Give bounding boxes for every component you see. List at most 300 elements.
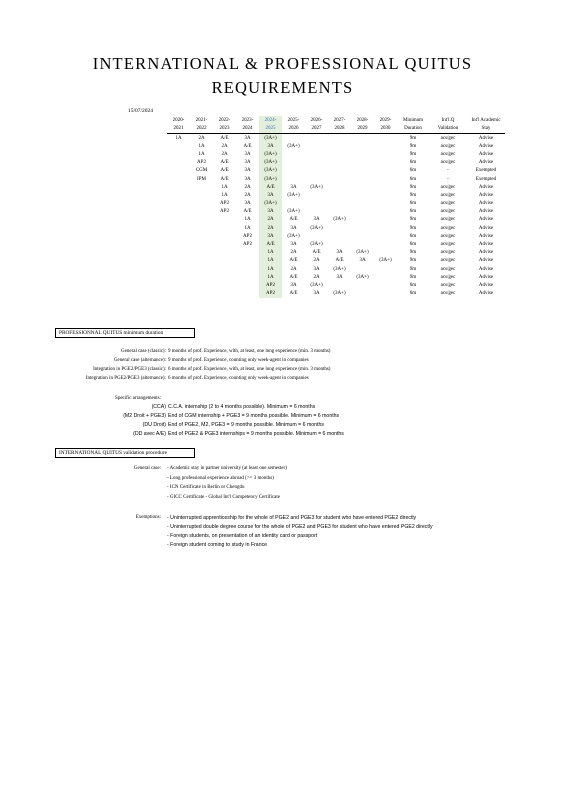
table-cell	[236, 290, 259, 298]
table-row	[167, 159, 505, 167]
table-cell	[190, 257, 213, 265]
table-cell: 3A	[336, 274, 343, 280]
table-cell	[351, 167, 374, 175]
table-cell: 3A	[313, 217, 320, 223]
table-header-cell: Int'l Academic Stay	[467, 116, 505, 134]
table-cell: 1A	[244, 225, 251, 231]
page-title-line-1: INTERNATIONAL & PROFESSIONAL QUITUS	[92, 54, 473, 73]
table-row	[167, 232, 505, 240]
table-cell: 2A	[259, 216, 282, 224]
table-cell	[351, 142, 374, 150]
table-cell: 3A	[244, 151, 251, 157]
table-cell	[190, 216, 213, 224]
table-cell: AP2	[220, 201, 229, 207]
table-cell: 1A	[259, 249, 282, 257]
table-cell: 6m	[409, 160, 417, 166]
table-cell: Advise	[478, 143, 494, 149]
table-row	[167, 167, 505, 175]
table-cell: 3A	[359, 258, 366, 264]
general-case-item: - GICC Certificate - Global Int'l Competency Certificate	[167, 494, 280, 500]
table-cell	[167, 208, 190, 216]
table-cell	[351, 150, 374, 158]
table-cell: acs/gec	[440, 192, 456, 198]
table-cell	[328, 183, 351, 191]
table-cell	[305, 167, 328, 175]
table-cell: CGM	[195, 168, 208, 174]
exemption-item: - Uninterrupted apprenticeship for the whole of PGE2 and PGE3 for student who have entered PGE2 directly	[167, 515, 417, 521]
table-cell	[190, 191, 213, 199]
table-cell	[305, 175, 328, 183]
table-cell: AP2	[243, 233, 252, 239]
table-cell: 3A	[290, 184, 297, 190]
table-cell	[351, 224, 374, 232]
table-cell	[213, 265, 236, 273]
exemption-item: - Foreign student coming to study in France	[167, 542, 268, 548]
table-cell	[351, 290, 374, 298]
quitus-table	[167, 116, 505, 298]
table-header-cell: 2024- 2025	[259, 116, 282, 134]
table-cell: A/E	[289, 258, 298, 264]
table-cell: (3A+)	[259, 175, 282, 183]
table-cell	[167, 142, 190, 150]
table-cell: A/E	[312, 250, 321, 256]
table-cell	[374, 224, 397, 232]
table-cell: acs/gec	[440, 160, 456, 166]
table-cell: AP2	[220, 209, 229, 215]
table-cell: 9m	[409, 225, 417, 231]
table-header-cell: 2020- 2021	[167, 116, 190, 134]
table-cell: AP2	[243, 242, 252, 248]
table-cell	[190, 240, 213, 248]
table-row	[167, 150, 505, 158]
table-cell	[190, 281, 213, 289]
table-cell: 1A	[259, 273, 282, 281]
table-cell: (3A+)	[287, 192, 300, 198]
table-cell: A/E	[243, 209, 252, 215]
table-cell: 6m	[409, 242, 417, 248]
table-cell	[351, 208, 374, 216]
table-cell: acs/gec	[440, 209, 456, 215]
table-cell: 6m	[409, 209, 417, 215]
table-cell: acs/gec	[440, 225, 456, 231]
table-cell	[351, 265, 374, 273]
professional-rule-label: General case (alternance):	[113, 358, 166, 363]
table-cell	[167, 232, 190, 240]
specific-arrangement-text: End of PGE2, M2, PGE3 = 9 months possible. Minimum = 6 months	[168, 422, 324, 428]
table-cell: acs/gec	[440, 135, 456, 141]
professional-rule-label: Integration in PGE2/PGE3 (alternance):	[85, 376, 166, 381]
document-date: 15/07/2024	[128, 108, 154, 114]
table-cell: -	[447, 176, 449, 182]
table-cell: (3A+)	[287, 209, 300, 215]
table-cell: 1A	[175, 135, 182, 141]
table-cell: 2A	[244, 192, 251, 198]
table-cell	[305, 191, 328, 199]
table-cell: 6m	[409, 168, 417, 174]
professional-rule-text: 9 months of prof. Experience, with, at least, one long experience (min. 3 months)	[168, 349, 331, 354]
table-cell	[282, 150, 305, 158]
table-cell	[236, 265, 259, 273]
table-cell: acs/gec	[440, 274, 456, 280]
table-cell	[305, 134, 328, 143]
table-cell: 9m	[409, 143, 417, 149]
table-row	[167, 240, 505, 248]
specific-arrangement-text: C.C.A. internship (2 to 4 months possible). Minimum = 6 months	[168, 404, 316, 410]
table-cell	[190, 200, 213, 208]
table-cell: A/E	[335, 258, 344, 264]
table-cell: Advise	[478, 274, 494, 280]
table-cell	[374, 159, 397, 167]
table-cell	[190, 208, 213, 216]
table-cell	[213, 249, 236, 257]
table-cell: (3A+)	[287, 233, 300, 239]
page-title-line-2: REQUIREMENTS	[211, 78, 354, 97]
table-cell: 3A	[244, 176, 251, 182]
table-cell: acs/gec	[440, 291, 456, 297]
table-cell: 3A	[259, 142, 282, 150]
table-cell: 3A	[244, 168, 251, 174]
table-cell	[328, 240, 351, 248]
table-cell: 3A	[259, 208, 282, 216]
table-cell: 3A	[313, 266, 320, 272]
table-cell: Advise	[478, 217, 494, 223]
table-cell: 3A	[313, 291, 320, 297]
table-cell: 1A	[221, 192, 228, 198]
table-cell	[213, 290, 236, 298]
table-row	[167, 281, 505, 289]
table-row	[167, 249, 505, 257]
table-cell	[328, 224, 351, 232]
specific-arrangement-label: (M2 Droit + PGE3)	[123, 413, 166, 419]
table-cell	[374, 208, 397, 216]
table-cell	[190, 265, 213, 273]
table-cell: (3A+)	[379, 258, 392, 264]
table-cell: 9m	[409, 217, 417, 223]
table-cell	[374, 200, 397, 208]
specific-arrangement-label: (DD avec A/E)	[133, 431, 166, 437]
table-cell	[167, 224, 190, 232]
table-cell: A/E	[220, 135, 229, 141]
table-cell: 6m	[409, 233, 417, 239]
table-cell	[213, 240, 236, 248]
table-cell: 9m	[409, 266, 417, 272]
table-cell	[167, 159, 190, 167]
table-cell: (3A+)	[310, 225, 323, 231]
table-cell	[374, 232, 397, 240]
exemptions-label: Exemptions:	[135, 515, 161, 520]
table-cell	[236, 249, 259, 257]
table-row	[167, 183, 505, 191]
table-cell: A/E	[289, 217, 298, 223]
table-cell	[167, 290, 190, 298]
table-cell: acs/gec	[440, 242, 456, 248]
table-cell	[190, 183, 213, 191]
table-cell: acs/gec	[440, 233, 456, 239]
exemption-item: - Uninterrupted double degree course for the whole of PGE2 and PGE3 for student who have entered PGE2 directly	[167, 524, 433, 530]
table-cell: IPM	[197, 176, 206, 182]
table-cell: (3A+)	[356, 250, 369, 256]
table-cell	[167, 257, 190, 265]
table-cell: (3A+)	[310, 184, 323, 190]
table-cell: AP2	[197, 160, 206, 166]
table-row	[167, 257, 505, 265]
table-cell: 3A	[290, 242, 297, 248]
table-cell	[351, 175, 374, 183]
specific-arrangement-text: End of PGE2 & PGE3 internships = 9 months possible. Minimum = 6 months	[168, 431, 344, 437]
table-cell: acs/gec	[440, 143, 456, 149]
table-header-cell: Int'l.Q Validation	[429, 116, 467, 134]
professional-rule-text: 6 months of prof. Experience, with, at least, one long experience (min. 3 months)	[168, 367, 331, 372]
table-cell	[351, 134, 374, 143]
table-row	[167, 265, 505, 273]
table-cell	[374, 134, 397, 143]
table-cell	[213, 224, 236, 232]
table-cell	[236, 273, 259, 281]
table-cell	[351, 191, 374, 199]
table-cell	[374, 240, 397, 248]
table-cell	[374, 290, 397, 298]
table-cell: Exempted	[475, 176, 497, 182]
table-cell: AP2	[259, 290, 282, 298]
table-cell	[167, 191, 190, 199]
table-cell: Advise	[478, 160, 494, 166]
specific-arrangement-label: (CCA)	[151, 404, 166, 410]
table-cell: Advise	[478, 135, 494, 141]
table-cell: 6m	[409, 176, 417, 182]
table-cell	[351, 240, 374, 248]
table-cell	[328, 175, 351, 183]
table-cell: 3A	[259, 191, 282, 199]
table-cell: Advise	[478, 250, 494, 256]
table-cell: (3A+)	[259, 159, 282, 167]
table-cell	[167, 167, 190, 175]
table-row	[167, 142, 505, 150]
general-case-item: - ICN Certificate in Berlin or Chengdu	[167, 485, 245, 490]
exemption-item: - Foreign students, on presentation of an identity card or passport	[167, 533, 318, 539]
table-cell	[374, 249, 397, 257]
table-cell: -	[447, 168, 449, 174]
table-cell	[282, 159, 305, 167]
table-row	[167, 191, 505, 199]
table-cell	[236, 281, 259, 289]
table-cell	[167, 183, 190, 191]
table-cell: 9m	[409, 250, 417, 256]
table-cell	[328, 200, 351, 208]
table-cell	[351, 216, 374, 224]
table-cell: Advise	[478, 201, 494, 207]
table-cell: A/E	[220, 176, 229, 182]
table-cell	[213, 257, 236, 265]
professional-rule-text: 6 months of prof. Experience, counting only week-agent in companies	[168, 376, 309, 381]
table-cell	[305, 200, 328, 208]
table-cell: Advise	[478, 184, 494, 190]
specific-arrangements-label: Specific arrangements:	[115, 396, 161, 401]
table-cell: Advise	[478, 291, 494, 297]
table-cell	[374, 191, 397, 199]
table-cell: 3A	[259, 232, 282, 240]
table-row	[167, 273, 505, 281]
table-header-cell: 2025- 2026	[282, 116, 305, 134]
table-cell	[190, 249, 213, 257]
table-cell: (3A+)	[259, 200, 282, 208]
table-header-cell: Minimum Duration	[397, 116, 429, 134]
table-cell: Advise	[478, 258, 494, 264]
table-cell	[213, 216, 236, 224]
specific-arrangement-label: (DU Droit)	[142, 422, 166, 428]
table-cell: 3A	[244, 160, 251, 166]
table-cell: 9m	[409, 184, 417, 190]
table-cell: Advise	[478, 242, 494, 248]
table-cell: (3A+)	[259, 150, 282, 158]
table-cell: 2A	[290, 250, 297, 256]
table-cell	[190, 232, 213, 240]
table-header-cell: 2027- 2028	[328, 116, 351, 134]
table-cell	[305, 232, 328, 240]
table-cell: Exempted	[475, 168, 497, 174]
table-cell: 6m	[409, 201, 417, 207]
table-cell	[167, 281, 190, 289]
table-row	[167, 290, 505, 298]
table-cell: acs/gec	[440, 201, 456, 207]
table-cell: acs/gec	[440, 250, 456, 256]
table-cell: Advise	[478, 151, 494, 157]
table-header-cell: 2026- 2027	[305, 116, 328, 134]
table-cell	[328, 191, 351, 199]
table-cell	[374, 150, 397, 158]
table-cell: 6m	[409, 282, 417, 288]
table-cell: 3A	[290, 282, 297, 288]
table-cell	[282, 134, 305, 143]
table-header-cell: 2023- 2024	[236, 116, 259, 134]
table-cell: acs/gec	[440, 258, 456, 264]
table-cell	[282, 200, 305, 208]
table-cell: 2A	[198, 135, 205, 141]
professional-quitus-heading: PROFESSIONNAL QUITUS minimum duration	[55, 328, 195, 338]
table-cell	[328, 167, 351, 175]
table-cell	[328, 159, 351, 167]
table-cell: (3A+)	[333, 217, 346, 223]
table-cell	[351, 183, 374, 191]
table-cell	[167, 200, 190, 208]
table-cell: acs/gec	[440, 266, 456, 272]
table-cell: AP2	[259, 281, 282, 289]
table-cell	[236, 257, 259, 265]
table-cell	[374, 281, 397, 289]
table-cell: 3A	[244, 135, 251, 141]
table-cell	[213, 273, 236, 281]
table-cell: 1A	[259, 257, 282, 265]
table-row	[167, 200, 505, 208]
table-row	[167, 175, 505, 183]
table-cell: A/E	[289, 291, 298, 297]
table-cell: 3A	[290, 225, 297, 231]
table-cell	[282, 167, 305, 175]
table-header-cell: 2028- 2029	[351, 116, 374, 134]
table-cell	[213, 232, 236, 240]
table-header-cell: 2021- 2022	[190, 116, 213, 134]
table-cell	[167, 273, 190, 281]
table-cell: 2A	[313, 258, 320, 264]
table-cell: acs/gec	[440, 217, 456, 223]
table-cell	[351, 159, 374, 167]
general-case-item: - Long professional experience abroad (>= 3 months)	[167, 475, 274, 481]
table-cell	[328, 150, 351, 158]
table-header-cell: 2029- 2030	[374, 116, 397, 134]
table-cell: 9m	[409, 258, 417, 264]
table-cell	[328, 232, 351, 240]
table-cell	[167, 240, 190, 248]
table-cell	[167, 175, 190, 183]
table-cell: 3A	[244, 201, 251, 207]
table-cell: A/E	[259, 183, 282, 191]
table-cell: acs/gec	[440, 184, 456, 190]
table-cell: acs/gec	[440, 151, 456, 157]
table-cell: acs/gec	[440, 282, 456, 288]
table-cell: 2A	[313, 274, 320, 280]
general-case-label: General case:	[133, 466, 161, 471]
table-row	[167, 208, 505, 216]
table-cell: 1A	[259, 265, 282, 273]
table-cell	[190, 290, 213, 298]
table-cell: (3A+)	[333, 266, 346, 272]
table-cell: Advise	[478, 233, 494, 239]
table-cell	[213, 281, 236, 289]
table-cell	[328, 281, 351, 289]
table-cell: (3A+)	[287, 143, 300, 149]
table-cell: (3A+)	[333, 291, 346, 297]
table-cell	[305, 142, 328, 150]
table-cell	[374, 265, 397, 273]
table-cell: 1A	[198, 143, 205, 149]
table-cell	[374, 167, 397, 175]
table-cell: Advise	[478, 225, 494, 231]
table-cell: 6m	[409, 291, 417, 297]
table-cell	[374, 142, 397, 150]
table-cell: 2A	[221, 151, 228, 157]
table-cell: 1A	[198, 151, 205, 157]
table-cell: 2A	[290, 266, 297, 272]
table-cell: A/E	[243, 143, 252, 149]
table-cell: 9m	[409, 274, 417, 280]
table-cell: (3A+)	[259, 167, 282, 175]
table-cell: Advise	[478, 282, 494, 288]
table-cell	[374, 175, 397, 183]
table-cell	[351, 232, 374, 240]
table-cell: 1A	[244, 217, 251, 223]
table-cell	[328, 208, 351, 216]
table-cell	[328, 134, 351, 143]
table-cell	[305, 150, 328, 158]
table-cell	[167, 265, 190, 273]
table-cell: A/E	[289, 274, 298, 280]
table-cell	[374, 273, 397, 281]
table-cell: (3A+)	[259, 134, 282, 143]
table-row	[167, 134, 505, 143]
table-cell: (3A+)	[310, 282, 323, 288]
table-row	[167, 224, 505, 232]
table-cell	[305, 159, 328, 167]
table-cell: (3A+)	[310, 242, 323, 248]
table-cell: 2A	[244, 184, 251, 190]
professional-rule-label: Integration in PGE2/PGE3 (classic):	[93, 367, 166, 372]
table-cell: 1A	[221, 184, 228, 190]
table-cell	[374, 216, 397, 224]
table-cell	[190, 224, 213, 232]
table-cell	[374, 183, 397, 191]
general-case-item: - Academic stay in partner university (at least one semester)	[167, 466, 287, 471]
table-cell	[167, 150, 190, 158]
table-cell: A/E	[220, 168, 229, 174]
